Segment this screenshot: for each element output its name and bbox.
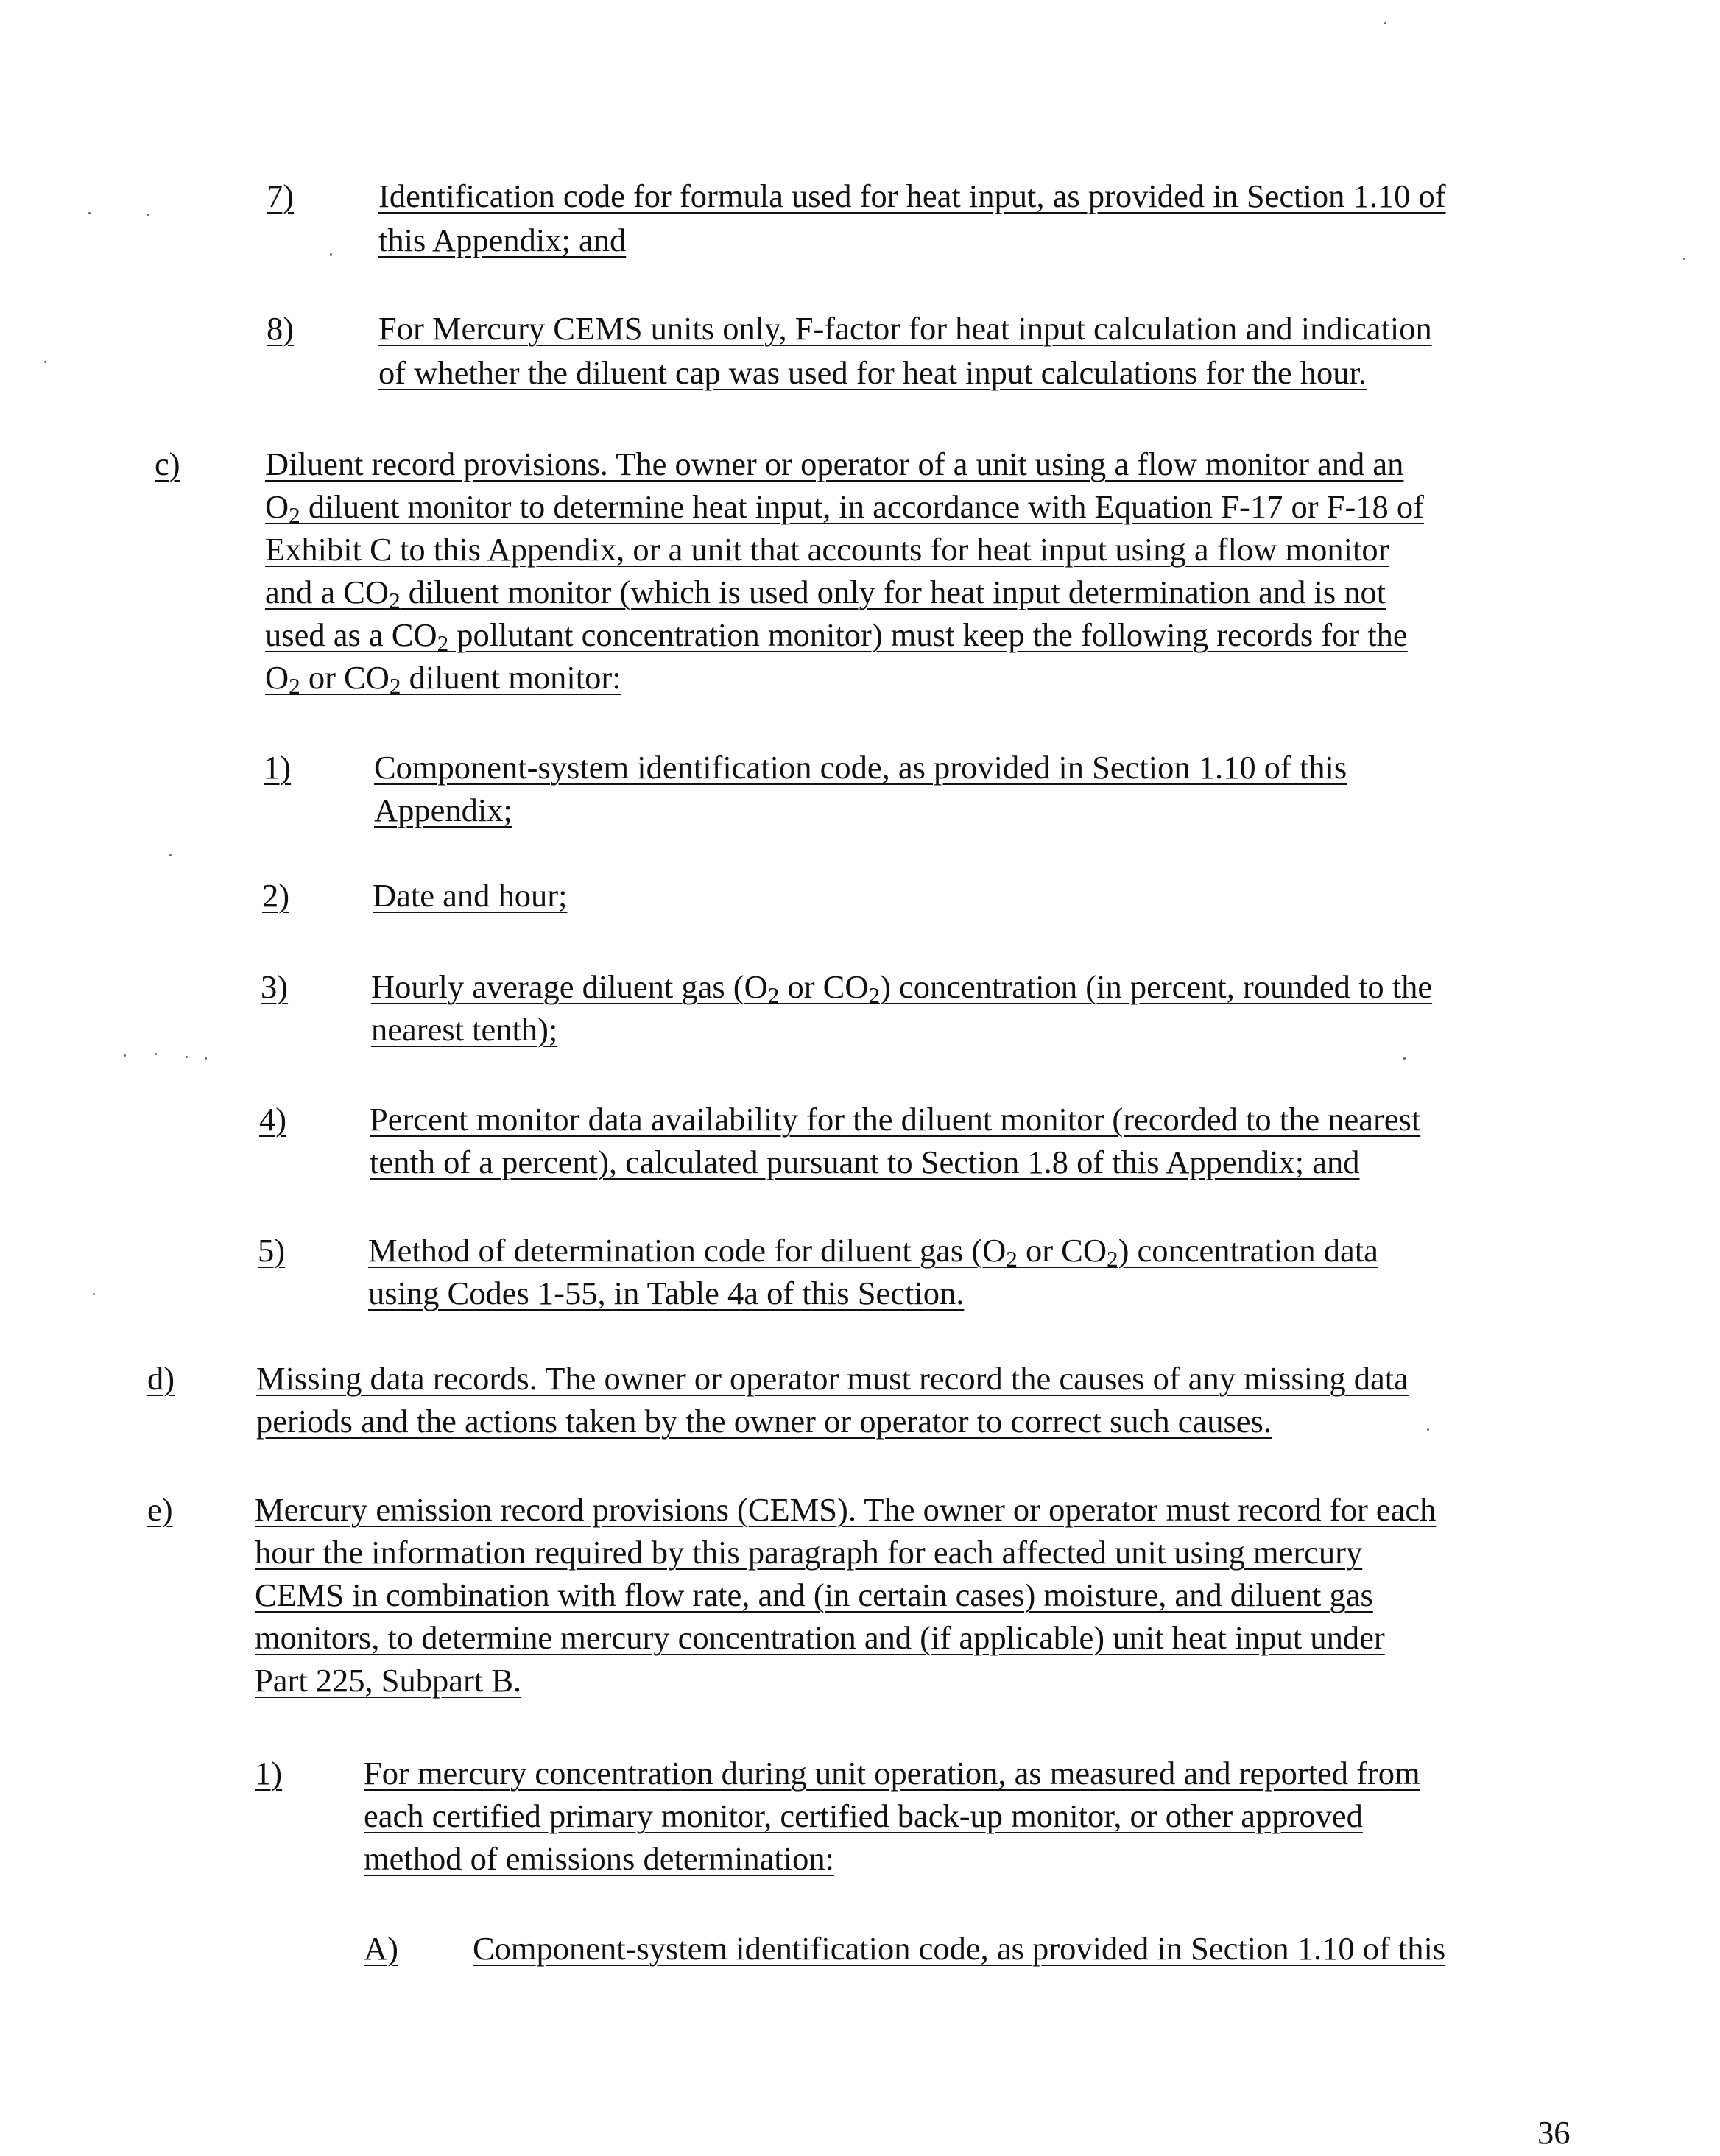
c-item-1-label: 1) <box>264 749 292 786</box>
scan-speck <box>124 1054 126 1057</box>
c-item-5-line-1: Method of determination code for diluent gas ($O_2$ or $CO_2$) concentration data <box>368 1232 1378 1272</box>
section-c-line-3: Exhibit C to this Appendix, or a unit that accounts for heat input using a flow monitor <box>265 531 1389 568</box>
scan-speck <box>44 361 46 363</box>
section-e-line-3: CEMS in combination with flow rate, and (in certain cases) moisture, and diluent gas <box>255 1577 1373 1613</box>
c-item-1-line-1: Component-system identification code, as provided in Section 1.10 of this <box>374 749 1347 786</box>
scan-speck <box>186 1056 188 1058</box>
c-item-1-line-2: Appendix; <box>374 792 512 828</box>
e-item-1-line-3: method of emissions determination: <box>364 1840 834 1877</box>
scan-speck <box>93 1293 95 1295</box>
section-d-label: d) <box>147 1360 175 1397</box>
item-8-line-1: For Mercury CEMS units only, F-factor for heat input calculation and indication <box>378 310 1432 347</box>
section-c-line-5: used as a $CO_2$ pollutant concentration monitor) must keep the following records for the <box>265 616 1408 656</box>
section-d-line-1: Missing data records. The owner or operator must record the causes of any missing data <box>256 1360 1409 1397</box>
c-item-3-line-2: nearest tenth); <box>371 1011 558 1048</box>
c-item-5-label: 5) <box>258 1232 286 1269</box>
scan-speck <box>1427 1428 1429 1431</box>
scan-speck <box>1683 258 1685 260</box>
c-item-4-label: 4) <box>259 1101 287 1138</box>
e-item-1-line-2: each certified primary monitor, certified back-up monitor, or other approved <box>364 1797 1363 1834</box>
c-item-4-line-2: tenth of a percent), calculated pursuant to Section 1.8 of this Appendix; and <box>370 1144 1360 1180</box>
scan-speck <box>147 214 149 216</box>
scan-speck <box>330 253 332 256</box>
scan-speck <box>88 212 91 214</box>
section-d-line-2: periods and the actions taken by the owner or operator to correct such causes. <box>256 1403 1272 1440</box>
section-c-label: c) <box>155 445 180 482</box>
section-c-line-2: $O_2$ diluent monitor to determine heat input, in accordance with Equation F-17 or F-18 of <box>265 488 1424 528</box>
e-item-A-label: A) <box>364 1930 398 1967</box>
e-item-A-line-1: Component-system identification code, as provided in Section 1.10 of this <box>473 1930 1446 1967</box>
section-e-line-4: monitors, to determine mercury concentration and (if applicable) unit heat input under <box>255 1619 1385 1656</box>
section-e-line-5: Part 225, Subpart B. <box>255 1662 522 1699</box>
section-c-line-1: Diluent record provisions. The owner or operator of a unit using a flow monitor and an <box>265 445 1404 482</box>
c-item-2-line-1: Date and hour; <box>373 877 568 914</box>
c-item-2-label: 2) <box>262 877 290 914</box>
c-item-5-line-2: using Codes 1-55, in Table 4a of this Section. <box>368 1275 965 1311</box>
item-8-line-2: of whether the diluent cap was used for heat input calculations for the hour. <box>378 354 1367 391</box>
section-e-line-1: Mercury emission record provisions (CEMS). The owner or operator must record for each <box>255 1491 1437 1528</box>
scan-speck <box>1384 22 1386 24</box>
item-7-label: 7) <box>267 177 295 214</box>
page-number: 36 <box>1537 2114 1571 2151</box>
e-item-1-label: 1) <box>255 1755 283 1792</box>
item-8-label: 8) <box>267 310 295 347</box>
e-item-1-line-1: For mercury concentration during unit operation, as measured and reported from <box>364 1755 1420 1792</box>
c-item-4-line-1: Percent monitor data availability for the diluent monitor (recorded to the nearest <box>370 1101 1421 1138</box>
c-item-3-label: 3) <box>261 968 289 1005</box>
scan-speck <box>205 1057 207 1060</box>
scan-speck <box>1403 1057 1406 1060</box>
item-7-line-2: this Appendix; and <box>378 222 627 258</box>
scan-speck <box>169 854 172 856</box>
c-item-3-line-1: Hourly average diluent gas ($O_2$ or $CO_2$) concentration (in percent, rounded to the <box>371 968 1433 1008</box>
section-e-line-2: hour the information required by this paragraph for each affected unit using mercury <box>255 1534 1363 1571</box>
item-7-line-1: Identification code for formula used for heat input, as provided in Section 1.10 of <box>378 177 1446 214</box>
section-e-label: e) <box>147 1491 173 1528</box>
section-c-line-4: and a $CO_2$ diluent monitor (which is used only for heat input determination and is not <box>265 574 1386 613</box>
section-c-line-6: $O_2$ or $CO_2$ diluent monitor: <box>265 659 621 699</box>
scan-speck <box>155 1053 157 1055</box>
